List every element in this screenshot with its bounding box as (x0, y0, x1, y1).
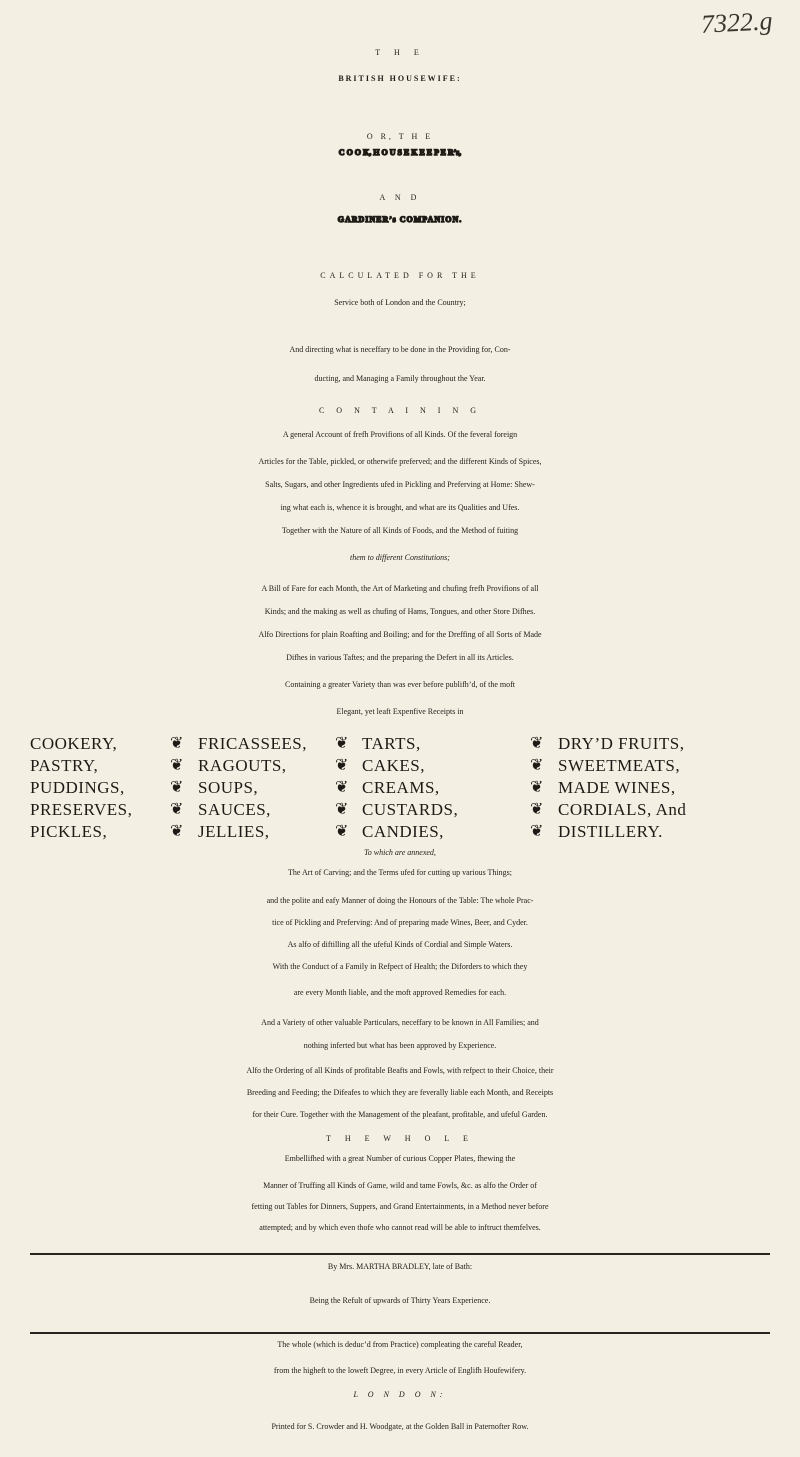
ornament-icon: ❦ (530, 757, 544, 774)
embellished-line-4: attempted; and by which even thofe who cannot read will be able to inftruct themfelves. (259, 1223, 541, 1232)
title-and: A N D (379, 193, 421, 202)
carving-line-1: The Art of Carving; and the Terms ufed for cutting up various Things; (288, 868, 512, 877)
receipt-item: PUDDINGS, (30, 778, 125, 797)
receipt-item: MADE WINES, (558, 778, 676, 797)
receipt-item: DRY’D FRUITS, (558, 734, 685, 753)
ornament-icon: ❦ (335, 801, 349, 818)
receipts-column-1 (30, 733, 132, 843)
receipt-item: SWEETMEATS, (558, 756, 681, 775)
ornament-icon: ❦ (170, 779, 184, 796)
title-or-the: O R, T H E (366, 132, 434, 141)
receipt-item: SAUCES, (198, 800, 271, 819)
receipt-item: FRICASSEES, (198, 734, 307, 753)
ornament-icon: ❦ (170, 735, 184, 752)
ornament-column-3 (530, 733, 543, 843)
ornament-icon: ❦ (335, 779, 349, 796)
deduced-line-1: The whole (which is deduc’d from Practice) compleating the careful Reader, (277, 1340, 523, 1349)
variety-line-2: nothing inferted but what has been approved by Experience. (303, 1041, 497, 1050)
ornament-icon: ❦ (335, 735, 349, 752)
ordering-line-1: Alfo the Ordering of all Kinds of profitable Beafts and Fowls, with refpect to their Choice, their (246, 1066, 554, 1075)
ornament-icon: ❦ (530, 801, 544, 818)
intro-line-1: And directing what is neceffary to be done in the Providing for, Con- (289, 345, 511, 354)
embellished-line-3: fetting out Tables for Dinners, Suppers, and Grand Entertainments, in a Method never before (251, 1202, 549, 1211)
title-the: T H E (375, 48, 425, 57)
receipt-item: PICKLES, (30, 822, 108, 841)
gardiner-companion-line: GARDINER’s COMPANION. (337, 215, 463, 224)
main-title: BRITISH HOUSEWIFE: (338, 74, 462, 83)
embellished-line-1: Embellifhed with a great Number of curious Copper Plates, fhewing the (284, 1154, 516, 1163)
ornament-column-1 (170, 733, 183, 843)
general-line-2: Articles for the Table, pickled, or otherwife preferved; and the different Kinds of Spices, (258, 457, 542, 466)
intro-line-2: ducting, and Managing a Family throughout the Year. (314, 374, 486, 383)
conduct-line-2: are every Month liable, and the moft approved Remedies for each. (293, 988, 507, 997)
ornament-icon: ❦ (335, 823, 349, 840)
ornament-icon: ❦ (335, 757, 349, 774)
ornament-icon: ❦ (530, 823, 544, 840)
service-line: Service both of London and the Country; (334, 298, 466, 307)
divider-rule (30, 1332, 770, 1334)
ornament-icon: ❦ (170, 757, 184, 774)
receipt-item: CORDIALS, And (558, 800, 687, 819)
receipt-item: PRESERVES, (30, 800, 133, 819)
receipt-item: CAKES, (362, 756, 425, 775)
bill-line-4: Difhes in various Taftes; and the preparing the Defert in all its Articles. (286, 653, 514, 662)
bill-line-3: Alfo Directions for plain Roafting and Boiling; and for the Dreffing of all Sorts of Made (258, 630, 542, 639)
ornament-icon: ❦ (530, 735, 544, 752)
ordering-line-3: for their Cure. Together with the Management of the pleafant, profitable, and ufeful Garden. (252, 1110, 548, 1119)
imprint-london: L O N D O N: (353, 1390, 447, 1399)
annexed-line: To which are annexed, (364, 848, 436, 857)
receipt-item: PASTRY, (30, 756, 99, 775)
receipt-item: JELLIES, (198, 822, 270, 841)
ornament-column-2 (335, 733, 348, 843)
receipt-item: COOKERY, (30, 734, 118, 753)
containing-line-1: Containing a greater Variety than was ever before publifh’d, of the moft (285, 680, 515, 689)
containing-line-2: Elegant, yet leaft Expenfive Receipts in (336, 707, 464, 716)
ornament-icon: ❦ (170, 801, 184, 818)
receipts-column-3 (362, 733, 458, 843)
receipt-item: DISTILLERY. (558, 822, 663, 841)
deduced-line-2: from the higheft to the loweft Degree, in every Article of Englifh Houfewifery. (273, 1366, 527, 1375)
ordering-line-2: Breeding and Feeding; the Difeafes to which they are feverally liable each Month, and Receipts (246, 1088, 554, 1097)
calculated-for: CALCULATED FOR THE (320, 271, 480, 280)
together-line-1: Together with the Nature of all Kinds of Foods, and the Method of fuiting (281, 526, 519, 535)
receipt-item: CREAMS, (362, 778, 440, 797)
variety-line-1: And a Variety of other valuable Particulars, neceffary to be known in All Families; and (261, 1018, 539, 1027)
imprint-printed-for: Printed for S. Crowder and H. Woodgate, at the Golden Ball in Paternofter Row. (271, 1422, 529, 1431)
carving-line-2: and the polite and eafy Manner of doing the Honours of the Table: The whole Prac- (266, 896, 534, 905)
shelfmark: 7322.g (699, 6, 773, 39)
receipt-item: TARTS, (362, 734, 421, 753)
divider-rule (30, 1253, 770, 1255)
ornament-icon: ❦ (170, 823, 184, 840)
receipt-item: CUSTARDS, (362, 800, 459, 819)
bill-line-2: Kinds; and the making as well as chufing of Hams, Tongues, and other Store Difhes. (264, 607, 536, 616)
together-line-2: them to different Constitutions; (350, 553, 450, 562)
ornament-icon: ❦ (530, 779, 544, 796)
general-line-4: ing what each is, whence it is brought, and what are its Qualities and Ufes. (280, 503, 520, 512)
author-subline: Being the Refult of upwards of Thirty Years Experience. (309, 1296, 491, 1305)
author-line: By Mrs. MARTHA BRADLEY, late of Bath: (327, 1262, 473, 1271)
cook-housekeeper-line: C O O K, H O U S E K E E P E R’s, (338, 148, 462, 157)
containing-heading: C O N T A I N I N G (318, 406, 482, 415)
receipt-item: CANDIES, (362, 822, 444, 841)
receipt-item: RAGOUTS, (198, 756, 287, 775)
the-whole-heading: T H E W H O L E (326, 1134, 474, 1143)
embellished-line-2: Manner of Truffing all Kinds of Game, wild and tame Fowls, &c. as alfo the Order of (263, 1181, 537, 1190)
conduct-line-1: With the Conduct of a Family in Refpect of Health; the Diforders to which they (272, 962, 528, 971)
bill-line-1: A Bill of Fare for each Month, the Art of Marketing and chufing frefh Provifions of all (261, 584, 539, 593)
receipts-column-2 (198, 733, 307, 843)
carving-line-3: tice of Pickling and Preferving: And of preparing made Wines, Beer, and Cyder. (272, 918, 528, 927)
receipts-column-4 (558, 733, 686, 843)
general-line-1: A general Account of frefh Provifions of all Kinds. Of the feveral foreign (282, 430, 518, 439)
general-line-3: Salts, Sugars, and other Ingredients ufed in Pickling and Preferving at Home: Shew- (265, 480, 535, 489)
carving-line-4: As alfo of diftilling all the ufeful Kinds of Cordial and Simple Waters. (287, 940, 513, 949)
receipt-item: SOUPS, (198, 778, 259, 797)
